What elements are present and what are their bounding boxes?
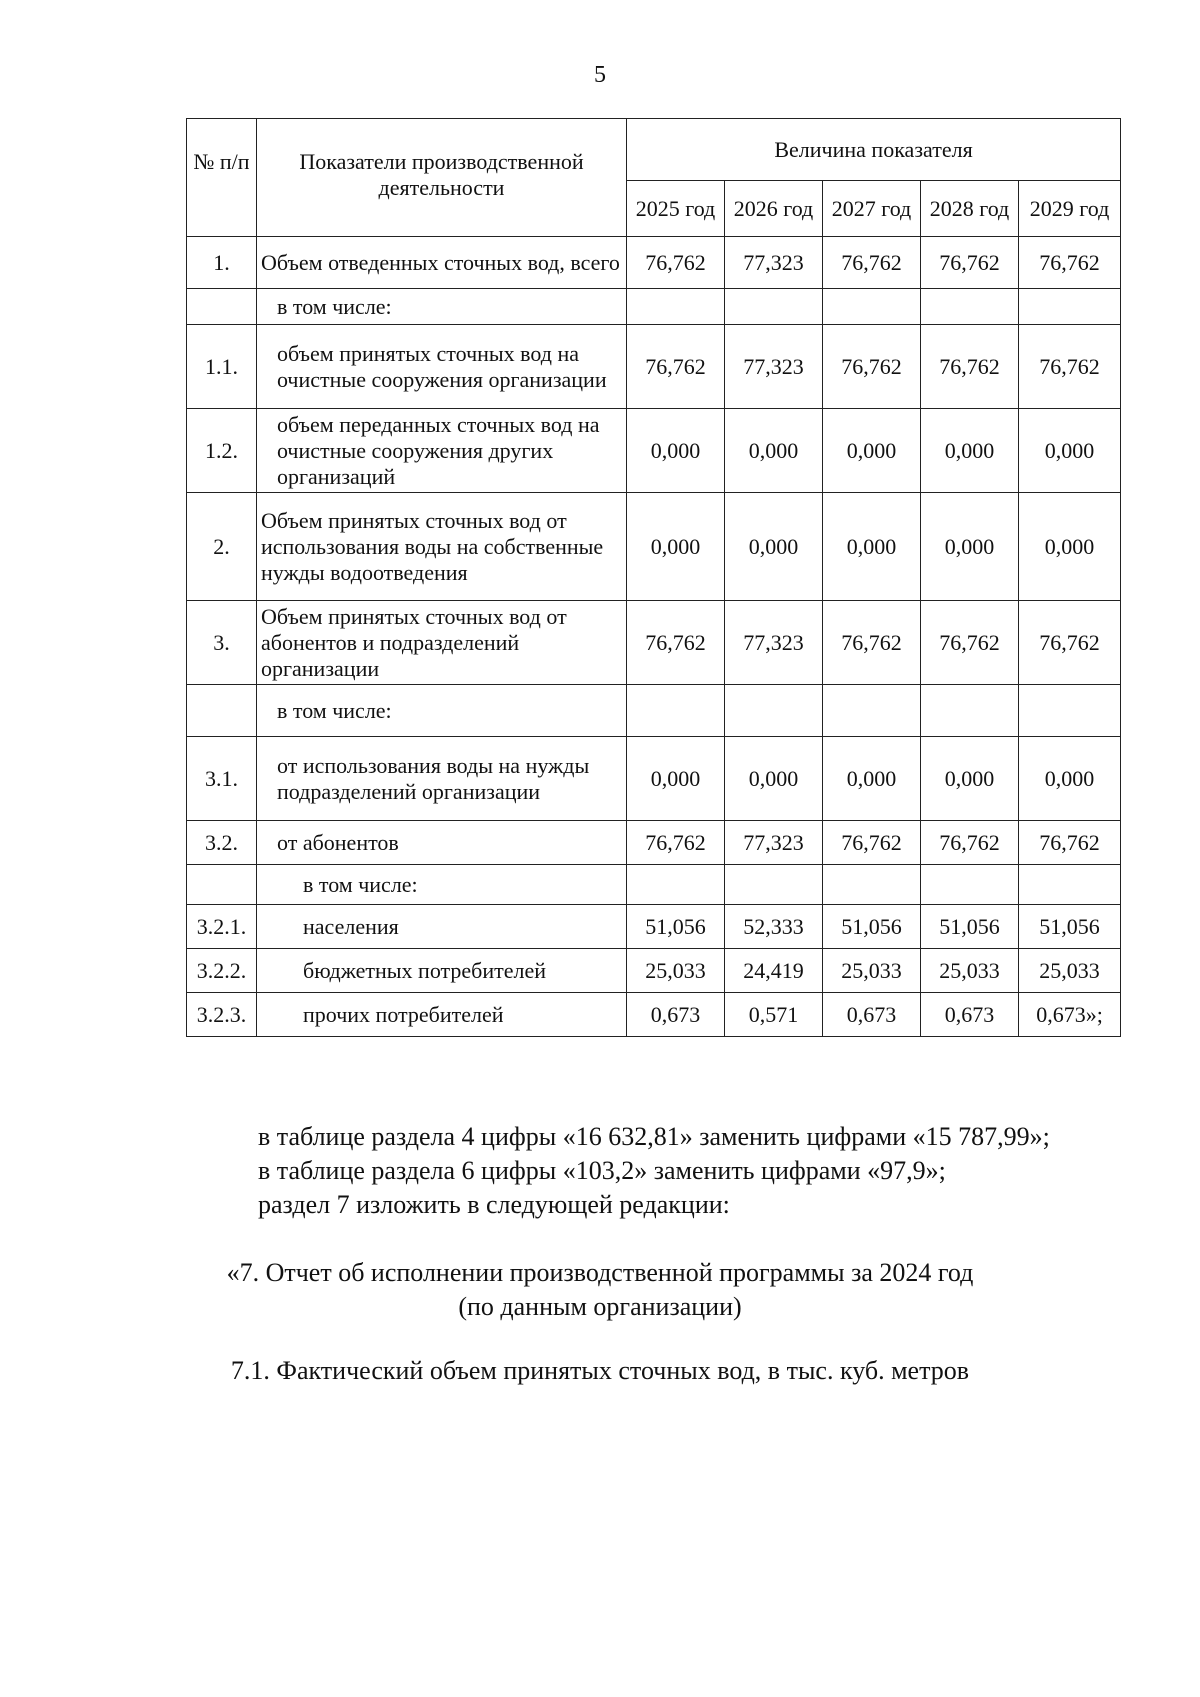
row-value: 25,033: [823, 949, 921, 993]
row-value: 76,762: [921, 601, 1019, 685]
row-value: 0,673: [921, 993, 1019, 1037]
table-body: [187, 237, 1121, 1037]
row-value: 25,033: [1019, 949, 1121, 993]
row-value: 0,000: [725, 493, 823, 601]
row-value: [823, 685, 921, 737]
row-value: 76,762: [823, 325, 921, 409]
row-number: 3.2.3.: [187, 993, 257, 1037]
row-value: 0,000: [921, 737, 1019, 821]
row-value: [921, 685, 1019, 737]
row-value: 0,000: [627, 737, 725, 821]
row-value: 0,000: [1019, 493, 1121, 601]
row-value: 51,056: [921, 905, 1019, 949]
row-indicator-name: прочих потребителей: [257, 993, 627, 1037]
row-number: 3.: [187, 601, 257, 685]
table-row: [187, 325, 1121, 409]
row-value: 76,762: [921, 821, 1019, 865]
row-value: [627, 685, 725, 737]
row-indicator-name: населения: [257, 905, 627, 949]
row-value: [725, 865, 823, 905]
table-row: [187, 737, 1121, 821]
row-number: 1.2.: [187, 409, 257, 493]
row-indicator-name: объем принятых сточных вод на очистные сооружения организации: [257, 325, 627, 409]
row-indicator-name: Объем отведенных сточных вод, всего: [257, 237, 627, 289]
row-value: 76,762: [823, 601, 921, 685]
row-value: [1019, 685, 1121, 737]
row-value: 76,762: [627, 821, 725, 865]
section-7-title-line-1: «7. Отчет об исполнении производственной программы за 2024 год: [226, 1258, 974, 1287]
header-value-group: Величина показателя: [627, 119, 1121, 181]
row-value: 77,323: [725, 601, 823, 685]
row-value: 51,056: [1019, 905, 1121, 949]
row-value: [725, 685, 823, 737]
row-indicator-name: в том числе:: [257, 685, 627, 737]
row-indicator-name: от использования воды на нужды подразделений организации: [257, 737, 627, 821]
row-number: 1.1.: [187, 325, 257, 409]
row-value: 25,033: [627, 949, 725, 993]
row-value: 0,000: [1019, 737, 1121, 821]
indicators-table: [186, 118, 1121, 1037]
row-indicator-name: бюджетных потребителей: [257, 949, 627, 993]
row-number: 3.1.: [187, 737, 257, 821]
row-value: 76,762: [823, 237, 921, 289]
row-value: 24,419: [725, 949, 823, 993]
table-row: [187, 493, 1121, 601]
row-value: 0,000: [627, 493, 725, 601]
row-value: 0,000: [627, 409, 725, 493]
row-value: [823, 289, 921, 325]
row-value: 0,000: [823, 409, 921, 493]
row-number: 1.: [187, 237, 257, 289]
row-indicator-name: в том числе:: [257, 289, 627, 325]
row-value: 0,000: [921, 409, 1019, 493]
header-year: 2025 год: [627, 181, 725, 237]
row-value: 76,762: [1019, 821, 1121, 865]
row-value: 0,000: [1019, 409, 1121, 493]
row-indicator-name: от абонентов: [257, 821, 627, 865]
row-value: 76,762: [627, 601, 725, 685]
section-7-title-line-2: (по данным организации): [458, 1292, 742, 1321]
row-number: 3.2.1.: [187, 905, 257, 949]
row-value: 77,323: [725, 325, 823, 409]
row-value: [823, 865, 921, 905]
page-number: 5: [594, 62, 606, 88]
row-indicator-name: в том числе:: [257, 865, 627, 905]
table-row: [187, 685, 1121, 737]
row-value: 0,571: [725, 993, 823, 1037]
row-value: 76,762: [1019, 325, 1121, 409]
row-number: 3.2.: [187, 821, 257, 865]
row-value: 76,762: [921, 237, 1019, 289]
row-value: 25,033: [921, 949, 1019, 993]
row-indicator-name: Объем принятых сточных вод от использования воды на собственные нужды водоотведения: [257, 493, 627, 601]
table-row: [187, 949, 1121, 993]
header-indicator: Показатели производственной деятельности: [257, 119, 627, 237]
table-row: [187, 237, 1121, 289]
row-value: 76,762: [1019, 601, 1121, 685]
row-number: 2.: [187, 493, 257, 601]
header-year: 2029 год: [1019, 181, 1121, 237]
row-number: [187, 685, 257, 737]
row-number: 3.2.2.: [187, 949, 257, 993]
amendment-text: [258, 1120, 1050, 1222]
row-value: 0,000: [725, 409, 823, 493]
row-number: [187, 865, 257, 905]
row-value: [921, 289, 1019, 325]
row-value: 51,056: [627, 905, 725, 949]
row-value: 0,000: [823, 737, 921, 821]
row-value: [627, 865, 725, 905]
header-year: 2026 год: [725, 181, 823, 237]
row-value: 76,762: [1019, 237, 1121, 289]
row-value: 0,000: [823, 493, 921, 601]
section-7-title: [0, 1256, 1200, 1324]
row-value: [725, 289, 823, 325]
row-value: [1019, 865, 1121, 905]
row-indicator-name: Объем принятых сточных вод от абонентов и подразделений организации: [257, 601, 627, 685]
row-value: 76,762: [921, 325, 1019, 409]
row-indicator-name: объем переданных сточных вод на очистные сооружения других организаций: [257, 409, 627, 493]
amendment-line-3: раздел 7 изложить в следующей редакции:: [258, 1190, 730, 1219]
subsection-7-1-title: 7.1. Фактический объем принятых сточных вод, в тыс. куб. метров: [230, 1356, 970, 1385]
table-row: [187, 289, 1121, 325]
row-value: 77,323: [725, 237, 823, 289]
amendment-line-1: в таблице раздела 4 цифры «16 632,81» заменить цифрами «15 787,99»;: [258, 1122, 1050, 1151]
row-value: 0,000: [921, 493, 1019, 601]
row-value: 76,762: [627, 325, 725, 409]
row-value: 52,333: [725, 905, 823, 949]
table-row: [187, 409, 1121, 493]
table-row: [187, 865, 1121, 905]
row-value: 0,673: [823, 993, 921, 1037]
header-year: 2028 год: [921, 181, 1019, 237]
row-value: 0,673: [627, 993, 725, 1037]
row-value: [627, 289, 725, 325]
table-row: [187, 993, 1121, 1037]
amendment-line-2: в таблице раздела 6 цифры «103,2» заменить цифрами «97,9»;: [258, 1156, 946, 1185]
header-num: № п/п: [187, 119, 257, 237]
table-row: [187, 905, 1121, 949]
table-row: [187, 821, 1121, 865]
row-number: [187, 289, 257, 325]
row-value: 51,056: [823, 905, 921, 949]
row-value: 76,762: [627, 237, 725, 289]
row-value: 0,673»;: [1019, 993, 1121, 1037]
table-row: [187, 601, 1121, 685]
row-value: [921, 865, 1019, 905]
row-value: 0,000: [725, 737, 823, 821]
row-value: [1019, 289, 1121, 325]
row-value: 77,323: [725, 821, 823, 865]
header-year: 2027 год: [823, 181, 921, 237]
row-value: 76,762: [823, 821, 921, 865]
